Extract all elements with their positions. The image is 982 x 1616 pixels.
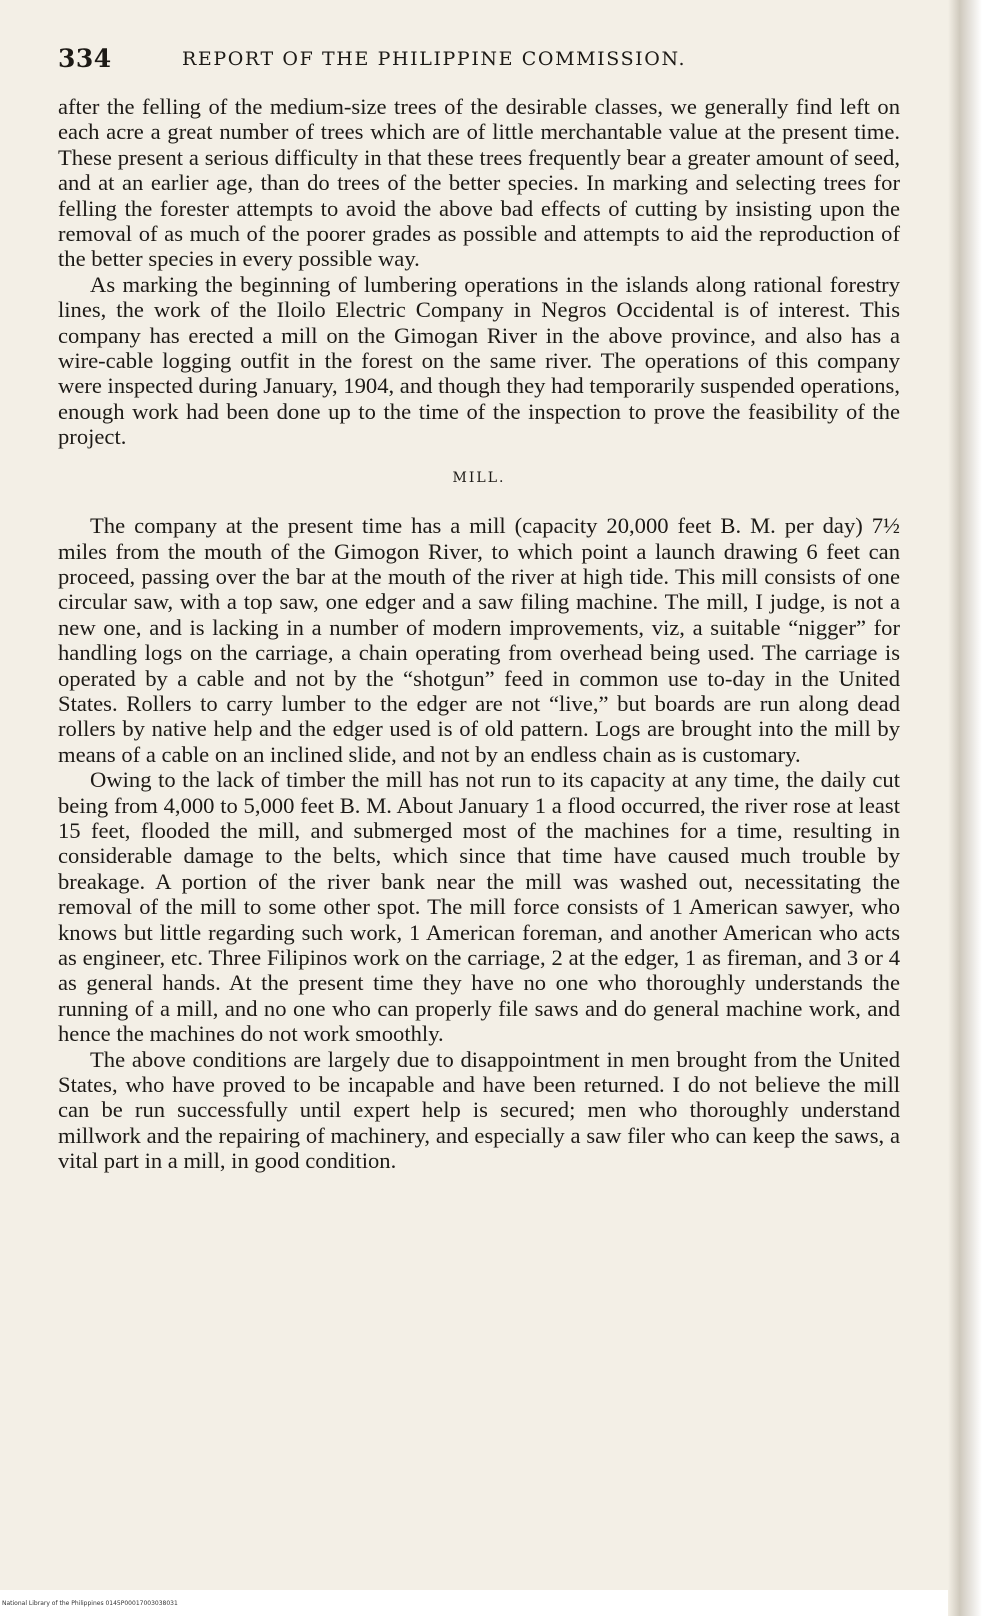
body-text (58, 94, 900, 1174)
paragraph-mill-description: The company at the present time has a mill (capacity 20,000 feet B. M. per day) 7½ miles from the mouth of the Gimogon River, to which point a launch drawing 6 feet can proceed, passing over the bar at the mouth of the river at high tide. This mill consists of one circular saw, with a top saw, one edger and a saw filing machine. The mill, I judge, is not a new one, and is lacking in a number of modern improvements, viz, a suitable “nigger” for handling logs on the carriage, a chain operating from overhead being used. The carriage is operated by a cable and not by the “shotgun” feed in common use to-day in the United States. Rollers to carry lumber to the edger are not “live,” but boards are run along dead rollers by native help and the edger used is of old pattern. Logs are brought into the mill by means of a cable on an inclined slide, and not by an endless chain as is customary. (58, 513, 900, 767)
section-heading-mill: MILL. (452, 469, 506, 486)
paragraph-continued: after the felling of the medium-size trees of the desirable classes, we generally find left on each acre a great number of trees which are of little merchantable value at the present time. These present a serious difficulty in that these trees frequently bear a greater amount of seed, and at an earlier age, than do trees of the better species. In marking and selecting trees for felling the forester attempts to avoid the above bad effects of cutting by insisting upon the removal of as much of the poorer grades as possible and attempts to aid the reproduction of the better species in every possible way. (58, 94, 900, 272)
paragraph-mill-conditions: The above conditions are largely due to disappointment in men brought from the United States, who have proved to be incapable and have been returned. I do not believe the mill can be run successfully until expert help is secured; men who thoroughly understand millwork and the repairing of machinery, and especially a saw filer who can keep the saws, a vital part in a mill, in good condition. (58, 1046, 900, 1174)
page-number: 334 (58, 44, 112, 73)
paragraph-mill-capacity: Owing to the lack of timber the mill has not run to its capacity at any time, the daily cut being from 4,000 to 5,000 feet B. M. About January 1 a flood occurred, the river rose at least 15 feet, flooded the mill, and submerged most of the machines for a time, resulting in considerable damage to the belts, which since that time have caused much trouble by breakage. A portion of the river bank near the mill was washed out, necessitating the removal of the mill to some other spot. The mill force consists of 1 American sawyer, who knows but little regarding such work, 1 American foreman, and another American who acts as engineer, etc. Three Filipinos work on the carriage, 2 at the edger, 1 as fireman, and 3 or 4 as general hands. At the present time they have no one who thoroughly understands the running of a mill, and no one who can properly file saws and do general machine work, and hence the machines do not work smoothly. (58, 767, 900, 1047)
page-header (58, 44, 898, 78)
paragraph-iloilo-company: As marking the beginning of lumbering operations in the islands along rational forestry lines, the work of the Iloilo Electric Company in Negros Occidental is of interest. This company has erected a mill on the Gimogan River in the above province, and also has a wire-cable logging outfit in the forest on the same river. The operations of this company were inspected during January, 1904, and though they had temporarily suspended operations, enough work had been done up to the time of the inspection to prove the feasibility of the project. (58, 271, 900, 450)
page-edge-shadow (948, 0, 982, 1616)
scan-credit: National Library of the Philippines 0145P00017003038031 (2, 1600, 178, 1607)
running-title: REPORT OF THE PHILIPPINE COMMISSION. (182, 48, 687, 70)
